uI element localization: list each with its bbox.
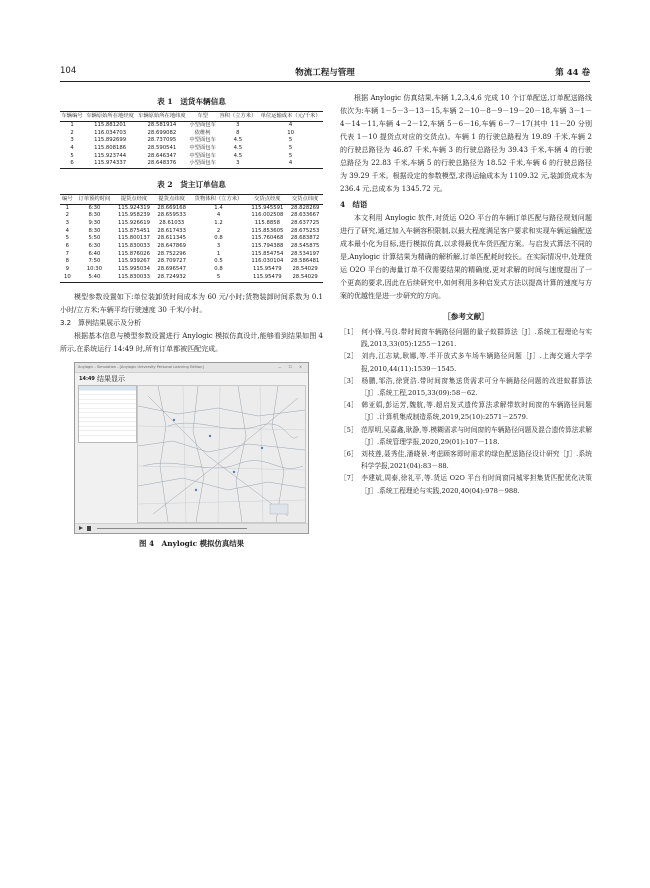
table1-row <box>60 145 323 153</box>
table2-row <box>60 258 323 266</box>
table2-cell: 28.545875 <box>290 243 320 250</box>
table2-cell: 3 <box>216 243 221 250</box>
reference-item <box>340 424 592 448</box>
table2-cell: 115.794388 <box>251 243 284 250</box>
table1-cell: 115.974337 <box>84 160 136 168</box>
table2-cell: 115.760468 <box>251 235 284 242</box>
table2-cell: 10 <box>60 274 75 282</box>
table1-cell: 28.646347 <box>147 152 177 159</box>
table2-cell: 115.830033 <box>117 243 150 250</box>
table2-cell: 115.800137 <box>117 235 150 242</box>
table1-cell: 2 <box>70 129 74 136</box>
table2-cell: 115.853605 <box>251 227 284 234</box>
table2-cell: 115.926619 <box>117 220 150 227</box>
table2-cell: 28.709727 <box>157 258 186 265</box>
reference-number: ［4］ <box>340 401 358 410</box>
table2-cell: 28.54029 <box>287 274 323 282</box>
table1-cell: 10 <box>287 129 294 136</box>
table1-cell: 115.808186 <box>94 144 127 151</box>
sim-clock: 14:49 <box>79 375 95 382</box>
table1-header-cell: 车辆编号 <box>60 112 84 122</box>
reference-text: 刘枝莲,聂秀佳,潘晓景.考虑顾客即时需求的绿色配送路径设计研究［J］.系统科学学报,2021(04):83－88. <box>361 450 592 471</box>
table2-header-row <box>60 194 323 204</box>
page-header <box>60 66 590 80</box>
table1-cell: 116.034703 <box>94 129 127 136</box>
table2-cell: 7:50 <box>88 258 101 265</box>
table2-body <box>60 204 323 282</box>
table2-cell: 116.002508 <box>251 212 284 219</box>
table1-cell: 中型面包车 <box>189 152 216 159</box>
table2-cell: 28.534197 <box>290 250 320 257</box>
table1-body <box>60 121 323 168</box>
sim-route-map <box>137 385 306 523</box>
table1-cell: 5 <box>288 144 293 151</box>
table2-cell: 28.724932 <box>154 274 190 282</box>
table1-cell: 115.892699 <box>94 137 127 144</box>
reference-item <box>340 375 592 399</box>
journal-title: 物流工程与管理 <box>295 68 355 78</box>
table1-cell: 28.590541 <box>147 144 177 151</box>
table2-cell: 0.5 <box>214 258 223 265</box>
sim-control-bar <box>75 523 308 533</box>
table2-header-cell: 交货点经度 <box>248 194 288 204</box>
table1-cell: 28.737095 <box>147 137 177 144</box>
vehicle-info-table <box>60 111 323 169</box>
table2-row <box>60 220 323 228</box>
table2-cell: 115.945591 <box>251 204 284 211</box>
reference-number: ［6］ <box>340 450 358 459</box>
table2-cell: 5:50 <box>88 235 101 242</box>
table1-cell: 28.648376 <box>136 160 188 168</box>
table1-cell: 中型面包车 <box>189 144 216 151</box>
table2-cell: 115.95479 <box>248 274 288 282</box>
table2-cell: 4 <box>65 227 70 234</box>
table2-cell: 6 <box>65 243 70 250</box>
table2-cell: 10:30 <box>86 266 103 273</box>
table1-cell: 8 <box>236 129 240 136</box>
left-column <box>60 92 323 549</box>
reference-text: 何小锋,马良.带时间窗车辆路径问题的量子蚁群算法［J］.系统工程理论与实践,2013,33(05):1255－1261. <box>361 328 592 349</box>
table2-row <box>60 243 323 251</box>
table1-header-cell: 车辆原始所在地经度 <box>84 112 136 122</box>
page-number: 104 <box>60 66 77 76</box>
table2-cell: 115.876026 <box>117 250 150 257</box>
table1-cell: 5 <box>288 137 293 144</box>
table2-cell: 28.611345 <box>157 235 186 242</box>
table2-cell: 1.4 <box>214 204 223 211</box>
model-params-paragraph: 模型参数设置如下:单位装卸货时间成本为 60 元/小时;货物装卸时间系数为 0.1 小时/立方米;车辆平均行驶速度 30 千米/小时。 <box>60 292 323 314</box>
table1-header-cell: 容积（立方米） <box>217 112 258 122</box>
table2-cell: 4 <box>216 212 221 219</box>
table1-cell: 5 <box>288 152 293 159</box>
header-rule <box>60 81 590 82</box>
table2-row <box>60 251 323 259</box>
table1-row <box>60 137 323 145</box>
sim-window-titlebar <box>75 363 308 373</box>
table2-cell: 1 <box>65 204 70 211</box>
section-4-heading: 4 结语 <box>340 200 368 209</box>
table1-cell: 28.581914 <box>147 121 177 128</box>
table1-cell: 1 <box>70 121 74 128</box>
table2-cell: 28.828269 <box>290 204 320 211</box>
table2-cell: 116.030104 <box>251 258 284 265</box>
table1-cell: 4 <box>258 160 323 168</box>
sim-result-table <box>78 385 137 443</box>
table1-header-cell: 车型 <box>188 112 218 122</box>
table2-cell: 6:40 <box>88 250 101 257</box>
reference-number: ［1］ <box>340 328 358 336</box>
reference-item <box>340 399 592 423</box>
table1-header-row <box>60 112 323 122</box>
section-3-2-heading: 3.2 算例结果展示及分析 <box>60 318 142 327</box>
table2-cell: 28.669168 <box>157 204 186 211</box>
figure4-caption: 图 4 Anylogic 模拟仿真结果 <box>138 538 245 548</box>
sim-panel-title: 结果显示 <box>97 374 125 383</box>
table1-cell: 依维柯 <box>194 129 211 136</box>
table2-cell: 1.2 <box>214 220 223 227</box>
table2-cell: 115.924319 <box>117 204 150 211</box>
table1-cell: 4 <box>70 144 74 151</box>
table1-cell: 115.923744 <box>94 152 127 159</box>
table2-cell: 28.617433 <box>157 227 186 234</box>
table2-cell: 28.752296 <box>157 250 186 257</box>
table2-header-cell: 提货点纬度 <box>154 194 190 204</box>
table2-cell: 5 <box>190 274 248 282</box>
table1-cell: 3 <box>236 121 240 128</box>
table2-cell: 28.647869 <box>157 243 186 250</box>
table2-cell: 8 <box>65 258 70 265</box>
table2-cell: 6:30 <box>88 243 101 250</box>
table2-row <box>60 212 323 220</box>
order-info-table <box>60 194 323 283</box>
table2-cell: 2 <box>65 212 70 219</box>
table1-caption: 表 1 送货车辆信息 <box>157 97 226 106</box>
table2-header-cell: 提货点经度 <box>114 194 154 204</box>
table1-cell: 6 <box>60 160 84 168</box>
volume-label: 第 44 卷 <box>555 68 590 78</box>
references-heading: ［参考文献］ <box>443 312 489 321</box>
table2-header-cell: 订单预约时间 <box>75 194 114 204</box>
table2-cell: 7 <box>65 250 70 257</box>
table2-cell: 115.875451 <box>117 227 150 234</box>
table2-cell: 9:30 <box>88 220 101 227</box>
table2-cell: 28.696547 <box>157 266 186 273</box>
table2-cell: 2 <box>216 227 221 234</box>
table1-header-cell: 单位运输成本（元/千米） <box>258 112 323 122</box>
table2-cell: 115.939267 <box>117 258 150 265</box>
sim-window-title: Anylogic - Simulation - [Anylogic University Personal Learning Edition] <box>78 364 204 369</box>
simulation-screenshot <box>74 362 309 534</box>
results-paragraph: 根据 Anylogic 仿真结果,车辆 1,2,3,4,6 完成 10 个订单配送,订单配送路线依次为:车辆 1－5－3－13－15,车辆 2－10－8－9－19－20－18,车辆 3－1－4－14－11,车辆 4－2－12,车辆 5－6－16,车辆 6－7－17(其中 11－20 分别代表 1－10 提货点对应的交货点)。车辆 1 的行驶总路程为 19.89 千米,车辆 2 的行驶总路径为 46.87 千米,车辆 3 的行驶总路径为 39.43 千米,车辆 4 的行驶总路径为 22.83 千米,车辆 5 的行驶总路径为 18.52 千米,车辆 6 的行驶总路径为 39.29 千米。根据设定的参数模型,求得运输成本为 1109.32 元,装卸货成本为 236.4 元,总成本为 1345.72 元。 <box>340 94 592 193</box>
reference-number: ［2］ <box>340 352 358 361</box>
table2-cell: 28.659533 <box>157 212 186 219</box>
reference-text: 李建斌,周泰,徐礼平,等.货运 O2O 平台有时间窗同城零担集货匹配优化决策［J］.系统工程理论与实践,2020,40(04):978－988. <box>361 474 592 495</box>
reference-item <box>340 350 592 374</box>
table2-cell: 28.637725 <box>290 220 320 227</box>
table1-cell: 28.699082 <box>147 129 177 136</box>
table2-cell: 0.8 <box>214 266 223 273</box>
reference-text: 范厚明,吴嘉鑫,耿静,等.模糊需求与时间窗的车辆路径问题及混合遗传算法求解［J］.系统管理学报,2020,29(01):107－118. <box>361 425 592 446</box>
reference-number: ［3］ <box>340 376 358 385</box>
table2-row <box>60 274 323 282</box>
table2-header-cell: 编号 <box>60 194 75 204</box>
conclusion-paragraph: 本文利用 Anylogic 软件,对货运 O2O 平台的车辆订单匹配与路径规划问题进行了研究,通过加入车辆容积限制,以最大程度满足客户要求和实现车辆运输配送成本最小化为目标,进行模拟仿真,以求得最优车货匹配方案。与启发式算法不同的是,Anylogic 计算结果为精确的解析解,订单匹配耗时较长。在实际情况中,处理货运 O2O 平台的海量订单不仅需要结果的精确度,更对求解的时间与速度提出了一个更高的要求,因此在后续研究中,如何利用多种启发式方法以提高计算的速度与方案的优越性是进一步研究的方向。 <box>340 214 592 300</box>
table1-row <box>60 121 323 129</box>
reference-number: ［5］ <box>340 425 358 434</box>
table2-row <box>60 266 323 274</box>
table2-header-cell: 货物体积（立方米） <box>190 194 248 204</box>
table2-cell: 28.633667 <box>290 212 320 219</box>
table2-cell: 8:30 <box>88 212 101 219</box>
reference-text: 韩亚娟,彭运芳,魏航,等.超启发式遗传算法求解带软时间窗的车辆路径问题［J］.计算机集成制造系统,2019,25(10):2571－2579. <box>361 401 592 422</box>
speed-slider[interactable] <box>97 528 247 529</box>
table1-cell: 3 <box>70 137 74 144</box>
table2-cell: 28.683872 <box>290 235 320 242</box>
table1-cell: 小型面包车 <box>188 160 218 168</box>
table2-cell: 9 <box>65 266 70 273</box>
table2-caption: 表 2 货主订单信息 <box>157 179 226 189</box>
table2-cell: 0.8 <box>214 235 223 242</box>
reference-list <box>340 326 592 497</box>
table1-cell: 5 <box>70 152 74 159</box>
table2-cell: 5:40 <box>75 274 114 282</box>
reference-item <box>340 472 592 496</box>
right-column <box>340 92 592 497</box>
table1-cell: 4.5 <box>233 144 243 151</box>
map-roads-graphic <box>138 386 305 522</box>
table2-cell: 5 <box>65 235 70 242</box>
table2-cell: 6:30 <box>88 204 101 211</box>
reference-text: 刘冉,江志斌,耿娜,等.半开放式多车场车辆路径问题［J］.上海交通大学学报,2010,44(11):1539－1545. <box>361 352 592 373</box>
table1-cell: 4.5 <box>233 152 243 159</box>
table1-row <box>60 160 323 168</box>
table2-cell: 8:30 <box>88 227 101 234</box>
table2-row <box>60 204 323 212</box>
play-icon[interactable] <box>79 526 83 530</box>
table2-cell: 28.586481 <box>290 258 320 265</box>
table2-cell: 115.95479 <box>253 266 282 273</box>
table1-cell: 115.881201 <box>94 121 127 128</box>
table2-cell: 115.854754 <box>251 250 284 257</box>
table2-cell: 1 <box>216 250 221 257</box>
table1-cell: 小型面包车 <box>189 121 216 128</box>
reference-number: ［7］ <box>340 474 358 483</box>
table2-cell: 3 <box>65 220 70 227</box>
table2-cell: 115.958239 <box>117 212 150 219</box>
table2-cell: 28.61033 <box>159 220 185 227</box>
stop-icon[interactable] <box>87 526 91 531</box>
table1-cell: 4.5 <box>233 137 243 144</box>
table2-cell: 28.54029 <box>292 266 318 273</box>
table1-cell: 4 <box>288 121 293 128</box>
table2-row <box>60 235 323 243</box>
reference-text: 杨鹏,邹浩,徐贤浩.带时间窗集送货需求可分车辆路径问题的改进蚁群算法［J］.系统工程,2015,33(09):58－62. <box>361 376 592 398</box>
simulation-paragraph: 根据基本信息与模型参数设置进行 Anylogic 模拟仿真设计,能够看到结果如图 4 所示,在系统运行 14:49 时,所有订单都被匹配完成。 <box>60 331 323 353</box>
table1-cell: 中型面包车 <box>189 137 216 144</box>
table2-cell: 115.8858 <box>254 220 280 227</box>
table2-header-cell: 交货点纬度 <box>287 194 323 204</box>
window-controls-icon: — ☐ ✕ <box>277 364 305 369</box>
table2-cell: 115.995034 <box>117 266 150 273</box>
table2-cell: 28.675253 <box>290 227 320 234</box>
table2-cell: 115.830033 <box>114 274 154 282</box>
table2-row <box>60 228 323 236</box>
table1-cell: 3 <box>217 160 258 168</box>
table1-header-cell: 车辆原始所在地纬度 <box>136 112 188 122</box>
reference-item <box>340 326 592 350</box>
reference-item <box>340 448 592 472</box>
